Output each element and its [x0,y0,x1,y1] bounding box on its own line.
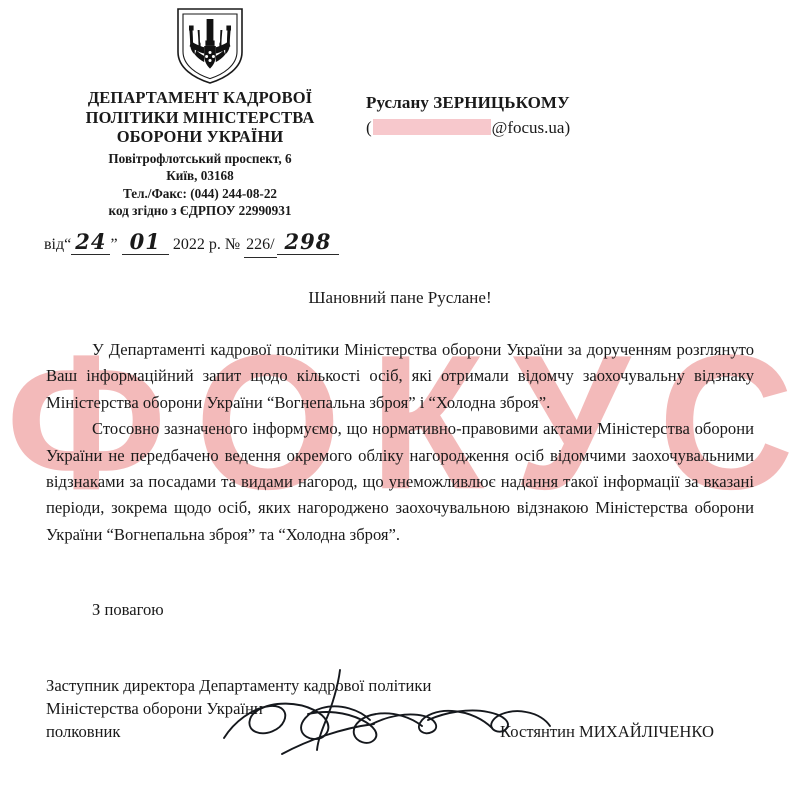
body-paragraph-2: Стосовно зазначеного інформуємо, що нормативно-правовими актами Міністерства оборони України не передбачено ведення окремого обліку нагородження осіб відомчими заохочувальними відзнаками за посадами та видами нагород, що унеможливлює надання такої інформації за вказані періоди, зокрема щодо осіб, яких нагороджено заохочувальною відзнакою Міністерства оборони України “Вогнепальна зброя” та “Холодна зброя”. [46,419,754,544]
email-domain: @focus.ua) [491,118,571,137]
salutation: Шановний пане Руслане! [308,288,492,307]
watermark-letter: У [512,314,630,530]
dateline [44,231,374,258]
address-city: Київ, 03168 [166,168,234,183]
signer-rank: полковник [46,722,121,741]
addressee-email [366,115,786,140]
org-name-line-1: ДЕПАРТАМЕНТ КАДРОВОЇ [87,88,313,107]
signer-title-line-1: Заступник директора Департаменту кадрової політики [46,676,432,695]
org-name-line-3: ОБОРОНИ УКРАЇНИ [116,127,284,146]
letterhead [40,88,360,220]
redacted-email-block [373,119,491,135]
signer-name: Костянтин МИХАЙЛІЧЕНКО [500,722,715,741]
org-name-line-2: ПОЛІТИКИ МІНІСТЕРСТВА [85,107,315,127]
watermark-letter: Ф [6,314,167,530]
dateline-day: 24 [71,231,110,255]
signature-block [46,674,766,746]
dateline-month: 01 [122,231,169,255]
letter-body [46,337,754,548]
dateline-quote-close: ” [110,236,118,253]
dateline-year: 2022 р. [172,236,221,253]
dateline-number-label: № [224,236,241,253]
signer-title [46,674,766,720]
watermark-letter: К [369,314,485,530]
edrpou-code: код згідно з ЄДРПОУ 22990931 [108,203,292,218]
address-street: Повітрофлотський проспект, 6 [108,150,292,166]
body-paragraph-1: У Департаменті кадрової політики Міністерства оборони України за дорученням розглянуто Ваш інформаційний запит щодо кількості осіб, які отримали відомчу заохочувальну відзнаку Міністерства оборони України “Вогнепальна зброя” і “Холодна зброя”. [46,340,754,412]
dateline-prefix: від [44,236,65,253]
addressee-block [366,90,786,140]
closing-phrase: З повагою [92,600,164,619]
dateline-number-suffix: 298 [277,231,340,255]
signer-title-line-2: Міністерства оборони України [46,699,263,718]
watermark-letter: С [658,314,794,530]
ukraine-trident-coat-of-arms-icon [172,6,248,86]
watermark-letter: О [194,314,342,530]
email-paren-open: ( [366,118,372,137]
phone-fax: Тел./Факс: (044) 244-08-22 [122,185,278,201]
addressee-name: Руслану ЗЕРНИЦЬКОМУ [366,93,570,112]
dateline-number-prefix: 226/ [244,234,276,258]
dateline-quote-open: “ [64,236,72,253]
